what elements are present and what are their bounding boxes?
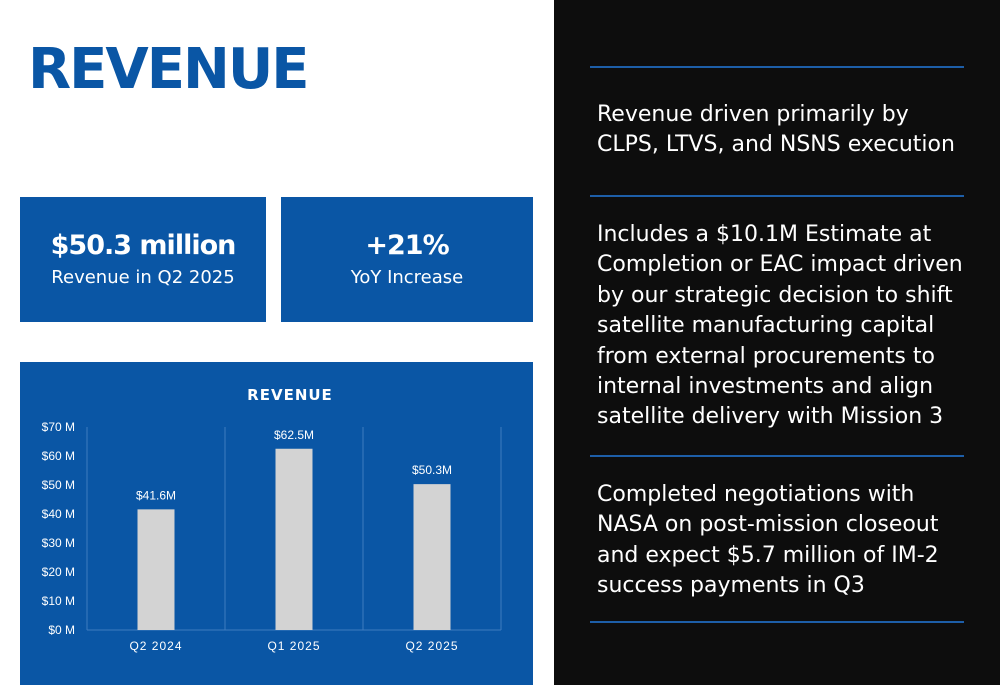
- bar-q1-2025: [276, 449, 313, 630]
- revenue-bar-chart: [20, 362, 533, 685]
- x-tick-label: Q1 2025: [267, 639, 321, 653]
- kpi-label: YoY Increase: [350, 266, 464, 288]
- kpi-card-revenue: [20, 197, 266, 322]
- kpi-value: +21%: [365, 229, 449, 261]
- y-tick-label: $0 M: [48, 623, 75, 637]
- bullet-text-1: Revenue driven primarily by CLPS, LTVS, and NSNS execution: [597, 102, 955, 158]
- y-tick-label: $20 M: [41, 565, 75, 579]
- chart-title: REVENUE: [247, 386, 333, 404]
- chart-labels: [42, 420, 459, 653]
- kpi-card-yoy: [281, 197, 533, 322]
- chart-bars: [135, 449, 451, 630]
- x-tick-label: Q2 2025: [405, 639, 459, 653]
- bar-value-label: $41.6M: [135, 488, 177, 503]
- bar-q2-2025: [414, 484, 451, 630]
- y-tick-label: $30 M: [41, 536, 75, 550]
- bar-value-label: $50.3M: [411, 463, 453, 478]
- bar-q2-2024: [138, 509, 175, 630]
- y-tick-label: $10 M: [41, 594, 75, 608]
- kpi-label: Revenue in Q2 2025: [51, 266, 235, 288]
- bullet-text-2: Includes a $10.1M Estimate at Completion or EAC impact driven by our strategic decision to shift satellite manufacturing capital from external procurements to internal investments and align satellite delivery with Mission 3: [597, 222, 963, 430]
- y-tick-label: $60 M: [41, 449, 75, 463]
- x-tick-label: Q2 2024: [129, 639, 183, 653]
- y-tick-label: $70 M: [41, 420, 75, 434]
- divider: [590, 66, 964, 68]
- revenue-chart-card: [20, 362, 533, 685]
- divider: [590, 455, 964, 457]
- bar-value-label: $62.5M: [273, 427, 315, 442]
- divider: [590, 195, 964, 197]
- page-title: REVENUE: [28, 37, 308, 102]
- bullet-text-3: Completed negotiations with NASA on post-mission closeout and expect $5.7 million of IM-2 success payments in Q3: [597, 482, 939, 599]
- kpi-value: $50.3 million: [50, 229, 236, 261]
- divider: [590, 621, 964, 623]
- y-tick-label: $50 M: [41, 478, 75, 492]
- y-tick-label: $40 M: [41, 507, 75, 521]
